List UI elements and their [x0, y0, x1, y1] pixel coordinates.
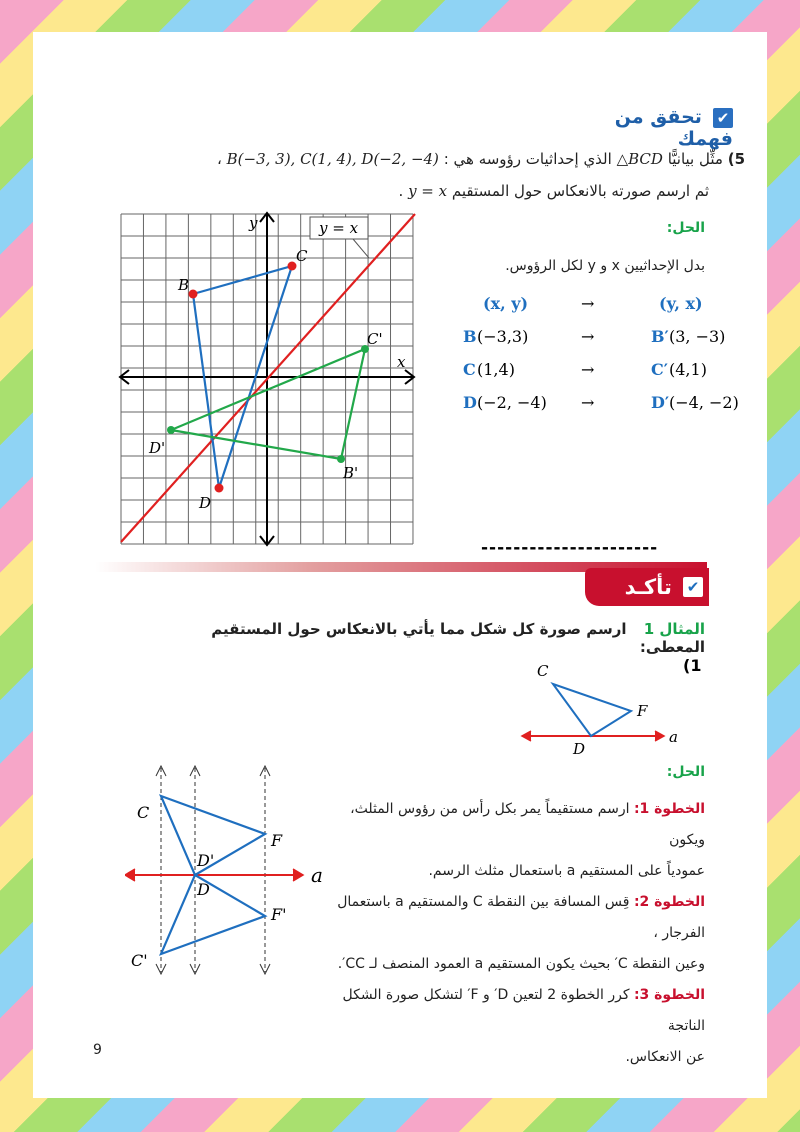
label-c: C	[296, 247, 308, 265]
problem-text: مثِّل بيانيًّا	[662, 150, 723, 168]
problem-line-2	[109, 182, 709, 200]
part-number: (1	[683, 656, 702, 675]
from-point: B	[463, 327, 477, 346]
arrow-icon: →	[581, 360, 595, 379]
step-text: ارسم مستقيماً يمر بكل رأس من رؤوس المثلث، ويكون	[350, 801, 705, 848]
triangle-cfd	[553, 684, 631, 736]
line-label: y = x	[319, 219, 359, 237]
page	[33, 32, 767, 1098]
label-f-prime: F'	[271, 905, 287, 924]
point-d-prime	[167, 426, 175, 434]
example-heading	[185, 620, 705, 656]
label-f: F	[637, 702, 648, 720]
page-number: 9	[93, 1042, 102, 1058]
banner-title: تأكـد	[624, 575, 672, 599]
check-understanding-header	[553, 106, 733, 150]
figure-reflection	[125, 762, 335, 984]
step-text: وعين النقطة C′ بحيث يكون المستقيم a العمود المنصف لـ CC′.	[337, 956, 705, 972]
problem-number: 5)	[727, 150, 745, 168]
mapping-table	[463, 294, 739, 434]
step-label: الخطوة 3:	[633, 987, 705, 1003]
label-pointer	[353, 239, 369, 258]
example-label: المثال 1	[643, 620, 705, 638]
problem-line-1	[55, 150, 745, 168]
arrow-icon: →	[581, 294, 595, 313]
step-label: الخطوة 1:	[633, 801, 705, 817]
checkmark-icon: ✔	[713, 108, 733, 128]
confirm-banner	[585, 568, 709, 606]
label-c: C	[137, 803, 150, 822]
label-a: a	[669, 728, 678, 746]
to-point: B′	[651, 327, 669, 346]
label-d: D	[199, 494, 212, 512]
step-text: عمودياً على المستقيم a باستعمال مثلث الرسم.	[428, 863, 705, 879]
label-a: a	[311, 863, 323, 887]
example-text: ارسم صورة كل شكل مما يأتي بالانعكاس حول المستقيم المعطى:	[211, 620, 705, 656]
label-d: D	[197, 880, 210, 899]
to-coordinate: (3, −3)	[669, 327, 726, 346]
from-coordinate: (1,4)	[477, 360, 515, 379]
point-b-prime	[337, 455, 345, 463]
solution-steps	[325, 794, 705, 1073]
swap-instruction: بدل الإحداثيين x و y لكل الرؤوس.	[505, 258, 705, 274]
solution-label: الحل:	[666, 220, 705, 236]
label-b: B	[178, 276, 190, 294]
to-coordinate: (−4, −2)	[669, 393, 739, 412]
arrow-icon: →	[581, 393, 595, 412]
step-text: قِس المسافة بين النقطة C والمستقيم a باستعمال الفرجار ،	[337, 894, 705, 941]
from-coordinate: (−2, −4)	[477, 393, 547, 412]
step-text: عن الانعكاس.	[625, 1049, 705, 1065]
dashed-divider: ----------------------	[481, 538, 659, 558]
label-f: F	[271, 831, 283, 850]
label-d: D	[573, 740, 586, 754]
arrow-icon: →	[581, 327, 595, 346]
label-c: C	[537, 662, 549, 680]
problem-text: .	[398, 182, 409, 200]
figure-triangle-cfd	[513, 654, 703, 754]
line-equation: y = x	[408, 182, 448, 200]
y-axis-label: y	[249, 214, 258, 232]
coordinate-graph	[117, 210, 417, 548]
vertex-coordinates: B(−3, 3), C(1, 4), D(−2, −4)	[226, 150, 439, 168]
x-axis-label: x	[397, 353, 406, 371]
step-1	[325, 794, 705, 856]
step-label: الخطوة 2:	[633, 894, 705, 910]
point-d	[215, 484, 224, 493]
triangle-reflected	[161, 875, 265, 954]
perpendicular-arrows	[156, 766, 270, 974]
check-title: تحقق من فهمك	[614, 106, 733, 150]
label-c-prime: C'	[131, 951, 148, 970]
to-point: D′	[651, 393, 670, 412]
problem-text: ،	[217, 150, 227, 168]
from-point: C	[463, 360, 476, 379]
solution-2-label: الحل:	[666, 764, 705, 780]
triangle-name: △BCD	[616, 150, 663, 168]
problem-text: ثم ارسم صورته بالانعكاس حول المستقيم	[447, 182, 709, 200]
to-point: C′	[651, 360, 668, 379]
step-2	[325, 887, 705, 949]
point-b	[189, 290, 198, 299]
label-c-prime: C'	[367, 330, 383, 348]
label-d-prime: D'	[197, 851, 215, 870]
checkmark-icon: ✔	[683, 577, 703, 597]
step-3	[325, 980, 705, 1042]
step-text: كرر الخطوة 2 لتعين D′ و F′ لتشكل صورة الشكل الناتجة	[342, 987, 705, 1034]
from-coordinate: (−3,3)	[477, 327, 529, 346]
from-point: D	[463, 393, 477, 412]
to-coordinate: (4,1)	[669, 360, 707, 379]
label-d-prime: D'	[149, 439, 166, 457]
from-coordinate: (x, y)	[483, 294, 529, 313]
label-b-prime: B'	[343, 464, 359, 482]
problem-text: الذي إحداثيات رؤوسه هي :	[438, 150, 617, 168]
to-coordinate: (y, x)	[659, 294, 703, 313]
